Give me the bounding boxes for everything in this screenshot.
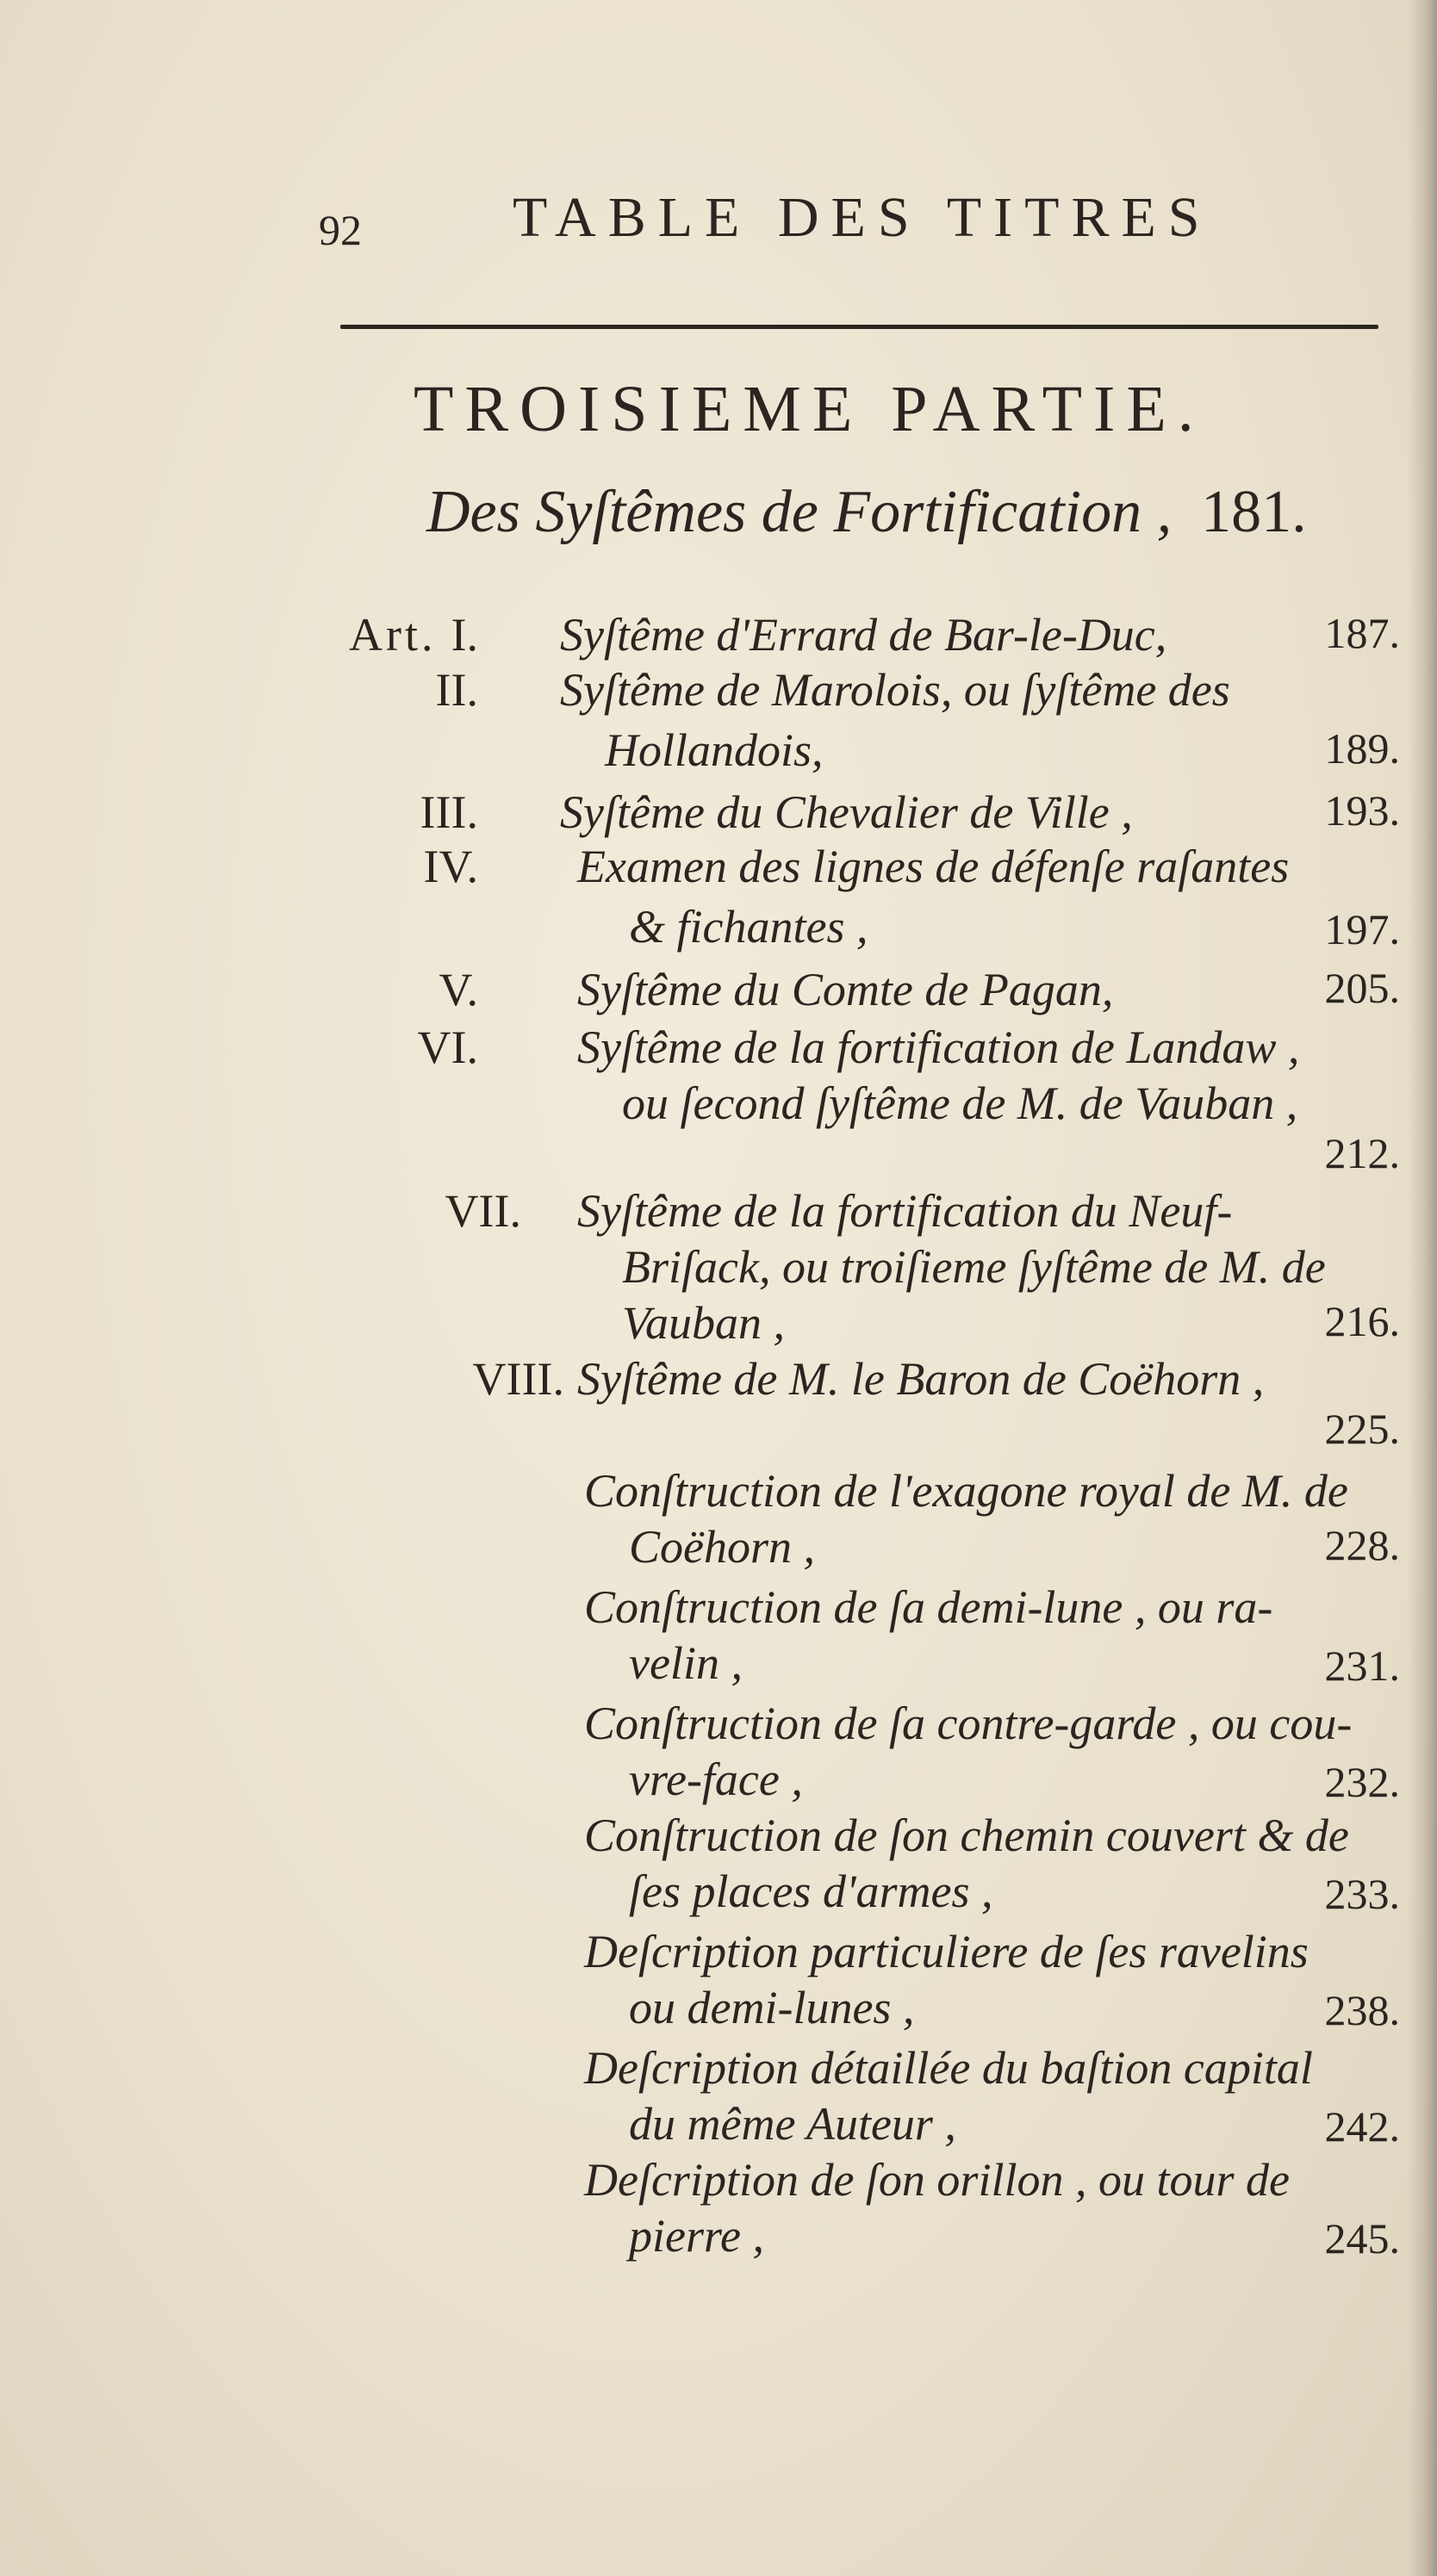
toc-entry-title-line: Deſcription de ſon orillon , ou tour de [584,2154,1290,2206]
toc-entry-title-line: Syſtême de la fortification de Landaw , [577,1021,1300,1073]
toc-entry-title-line: Conſtruction de ſa contre-garde , ou cou- [584,1698,1353,1749]
toc-entry-title-line: du même Auteur , [629,2098,956,2150]
toc-entry-title-line: vre-face , [629,1754,803,1805]
toc-entry-title-line: Syſtême de M. le Baron de Coëhorn , [577,1353,1265,1405]
toc-entry-page: 242. [1324,2102,1400,2151]
section-subtitle [426,478,1307,547]
toc-entry-title-line: & fichantes , [629,901,868,953]
toc-entry-title-line: Coëhorn , [629,1521,815,1573]
toc-entry-page: 197. [1324,905,1400,953]
toc-entry-number: VIII. [472,1353,564,1405]
toc-entry-title-line: Deſcription détaillée du baſtion capital [584,2042,1313,2094]
toc-entry-page: 232. [1324,1758,1400,1806]
toc-entry-page: 231. [1324,1642,1400,1690]
toc-entry-number: III. [420,786,478,838]
toc-entry-title-line: Hollandois, [605,724,824,776]
toc-entry-title-line: Syſtême du Chevalier de Ville , [560,786,1133,838]
toc-entry-number: II. [435,664,478,716]
art-label: Art. [349,609,437,661]
subtitle-page: 181. [1201,479,1307,545]
running-head: TABLE DES TITRES [513,186,1212,249]
toc-entry-title-line: Syſtême du Comte de Pagan, [577,964,1114,1015]
toc-entry-page: 225. [1324,1405,1400,1453]
toc-entry-title-line: Briſack, ou troiſieme ſyſtême de M. de [622,1241,1326,1293]
toc-entry-title-line: pierre , [629,2210,764,2262]
toc-entry-title-line: ou ſecond ſyſtême de M. de Vauban , [622,1077,1298,1129]
toc-entry-title-line: ou demi-lunes , [629,1982,915,2033]
toc-entry-number: IV. [423,841,478,892]
header-rule [340,325,1378,329]
toc-entry-title-line: Syſtême de la fortification du Neuf- [577,1185,1233,1237]
toc-entry-page: 233. [1324,1870,1400,1918]
toc-entry-title-line: velin , [629,1637,743,1689]
page-edge-shadow [1408,0,1437,2576]
toc-entry-title-line: ſes places d'armes , [629,1865,993,1917]
part-title: TROISIEME PARTIE. [414,373,1205,445]
toc-entry-title-line: Conſtruction de l'exagone royal de M. de [584,1465,1348,1517]
toc-entry-page: 193. [1324,786,1400,835]
toc-entry-number: I. [451,609,478,661]
toc-entry-number: V. [439,964,478,1015]
toc-entry-page: 205. [1324,964,1400,1012]
toc-entry-page: 238. [1324,1986,1400,2034]
toc-entry-page: 212. [1324,1129,1400,1177]
subtitle-text: Des Syſtêmes de Fortification , [426,479,1173,545]
toc-entry-page: 216. [1324,1297,1400,1345]
toc-entry-title-line: Vauban , [622,1297,785,1349]
toc-entry-page: 228. [1324,1521,1400,1569]
toc-entry-page: 187. [1324,609,1400,657]
toc-entry-number: VI. [417,1021,478,1073]
toc-entry-title-line: Syſtême d'Errard de Bar-le-Duc, [560,609,1167,661]
toc-entry-title-line: Deſcription particuliere de ſes ravelins [584,1926,1309,1977]
toc-entry-title-line: Examen des lignes de défenſe raſantes [577,841,1290,892]
toc-entry-number: VII. [445,1185,521,1237]
toc-entry-page: 245. [1324,2214,1400,2263]
toc-entry-title-line: Syſtême de Marolois, ou ſyſtême des [560,664,1230,716]
toc-entry-title-line: Conſtruction de ſon chemin couvert & de [584,1809,1349,1861]
toc-entry-page: 189. [1324,724,1400,773]
page-number: 92 [319,206,362,254]
toc-entry-title-line: Conſtruction de ſa demi-lune , ou ra- [584,1581,1273,1633]
